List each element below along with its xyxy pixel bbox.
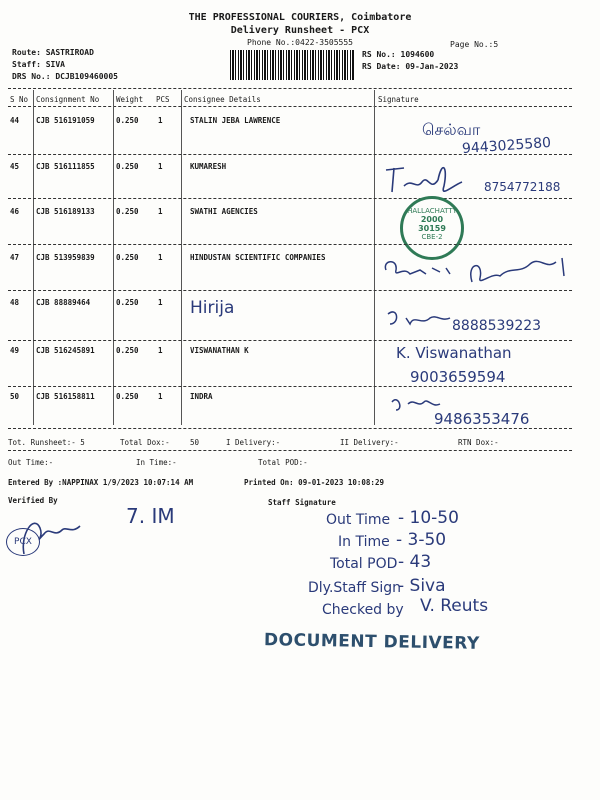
row-consignment: CJB 516191059 [36,116,95,125]
hw-in-time-label: In Time [338,534,390,550]
stamp-top: HALLACHATTY [407,207,457,215]
hw-dly-staff-label: Dly.Staff Sign [308,580,401,596]
row-consignee: STALIN JEBA LAWRENCE [190,116,281,125]
hw-dly-staff-value: - Siva [398,576,446,596]
printed-on: Printed On: 09-01-2023 10:08:29 [244,478,384,487]
verified-by: Verified By [8,496,58,505]
divider [8,106,572,107]
in-time-label: In Time:- [136,458,177,467]
row-weight: 0.250 [116,207,139,216]
hw-checked-by-label: Checked by [322,602,404,618]
row-consignee: SWATHI AGENCIES [190,207,258,216]
signature-phone: 9443025580 [461,134,552,158]
verified-signature [14,504,94,564]
ii-delivery: II Delivery:- [340,438,399,447]
verified-initials: 7. IM [126,504,175,528]
row-sno: 45 [10,162,20,171]
rs-number: RS No.: 1094600 [362,50,435,59]
barcode [230,50,354,80]
signature-scribble [382,156,472,200]
phone-number: Phone No.:0422-3505555 [247,38,353,47]
row-weight: 0.250 [116,116,139,125]
row-weight: 0.250 [116,392,139,401]
sheet-title: Delivery Runsheet - PCX [230,25,370,36]
pcx-seal: PCX [6,528,40,556]
divider [8,290,572,291]
col-header-sno: S No [10,95,29,104]
divider [8,428,572,429]
signature-phone: 8888539223 [452,318,542,334]
col-header-consignment: Consignment No [36,95,100,104]
row-consignment: CJB 88889464 [36,298,91,307]
staff: Staff: SIVA [12,60,65,69]
signature-phone: 8754772188 [484,180,561,194]
hw-total-pod-value: - 43 [398,552,432,572]
signature-scribble [380,252,580,292]
entered-by: Entered By :NAPPINAX 1/9/2023 10:07:14 AM [8,478,194,487]
row-sno: 47 [10,253,20,262]
row-weight: 0.250 [116,162,139,171]
column-line [374,90,375,425]
hw-total-pod-label: Total POD [330,556,398,572]
stamp-code: 2000 [420,215,444,224]
divider [8,450,572,451]
hw-out-time-label: Out Time [326,512,391,528]
divider [8,154,572,155]
divider [8,244,572,245]
rubber-stamp [400,196,464,260]
column-line [33,90,34,425]
col-header-weight: Weight [116,95,144,104]
row-consignment: CJB 516245891 [36,346,95,355]
hw-out-time-value: - 10-50 [398,508,459,528]
signature-phone: 9486353476 [434,410,530,428]
hw-checked-by-value: V. Reuts [420,596,489,616]
row-consignment: CJB 513959839 [36,253,95,262]
row-consignment: CJB 516189133 [36,207,95,216]
row-consignee: VISWANATHAN K [190,346,249,355]
row-weight: 0.250 [116,253,139,262]
row-pcs: 1 [158,116,163,125]
i-delivery: I Delivery:- [226,438,281,447]
rtn-dox: RTN Dox:- [458,438,499,447]
row-pcs: 1 [158,298,163,307]
row-weight: 0.250 [116,298,139,307]
divider [8,88,572,89]
row-pcs: 1 [158,253,163,262]
divider [8,386,572,387]
column-line [113,90,114,425]
divider [8,340,572,341]
col-header-consignee: Consignee Details [184,95,261,104]
row-consignee: KUMARESH [190,162,227,171]
signature-phone: 9003659594 [410,368,506,386]
hw-in-time-value: - 3-50 [396,530,447,550]
row-pcs: 1 [158,207,163,216]
column-line [181,90,182,425]
stamp-code: 30159 [418,224,446,233]
total-dox-label: Total Dox:- [120,438,170,447]
row-consignee: INDRA [190,392,213,401]
divider [8,198,572,199]
row-pcs: 1 [158,346,163,355]
row-weight: 0.250 [116,346,139,355]
total-runsheet: Tot. Runsheet:- 5 [8,438,85,447]
row-pcs: 1 [158,392,163,401]
out-time-label: Out Time:- [8,458,54,467]
row-consignment: CJB 516158811 [36,392,95,401]
col-header-pcs: PCS [156,95,170,104]
row-consignment: CJB 516111855 [36,162,95,171]
company-title: THE PROFESSIONAL COURIERS, Coimbatore [188,12,412,23]
col-header-signature: Signature [378,95,419,104]
page-number: Page No.:5 [450,40,499,49]
drs-number: DRS No.: DCJB109460005 [12,72,118,81]
rs-date: RS Date: 09-Jan-2023 [362,62,459,71]
signature-name: K. Viswanathan [396,344,512,362]
document-delivery-stamp: DOCUMENT DELIVERY [263,630,480,654]
row-pcs: 1 [158,162,163,171]
row-sno: 50 [10,392,20,401]
total-pod-label: Total POD:- [258,458,308,467]
row-sno: 48 [10,298,20,307]
stamp-bottom: CBE-2 [421,233,443,241]
row-consignee: HINDUSTAN SCIENTIFIC COMPANIES [190,253,326,262]
row-sno: 46 [10,207,20,216]
signature-scribble [382,304,462,332]
route: Route: SASTRIROAD [12,48,94,57]
total-dox-value: 50 [190,438,200,447]
row-consignee-handwritten: Hirija [190,298,235,318]
row-sno: 44 [10,116,20,125]
signature-name: செல்வா [422,120,481,139]
staff-signature-label: Staff Signature [268,498,336,507]
row-sno: 49 [10,346,20,355]
